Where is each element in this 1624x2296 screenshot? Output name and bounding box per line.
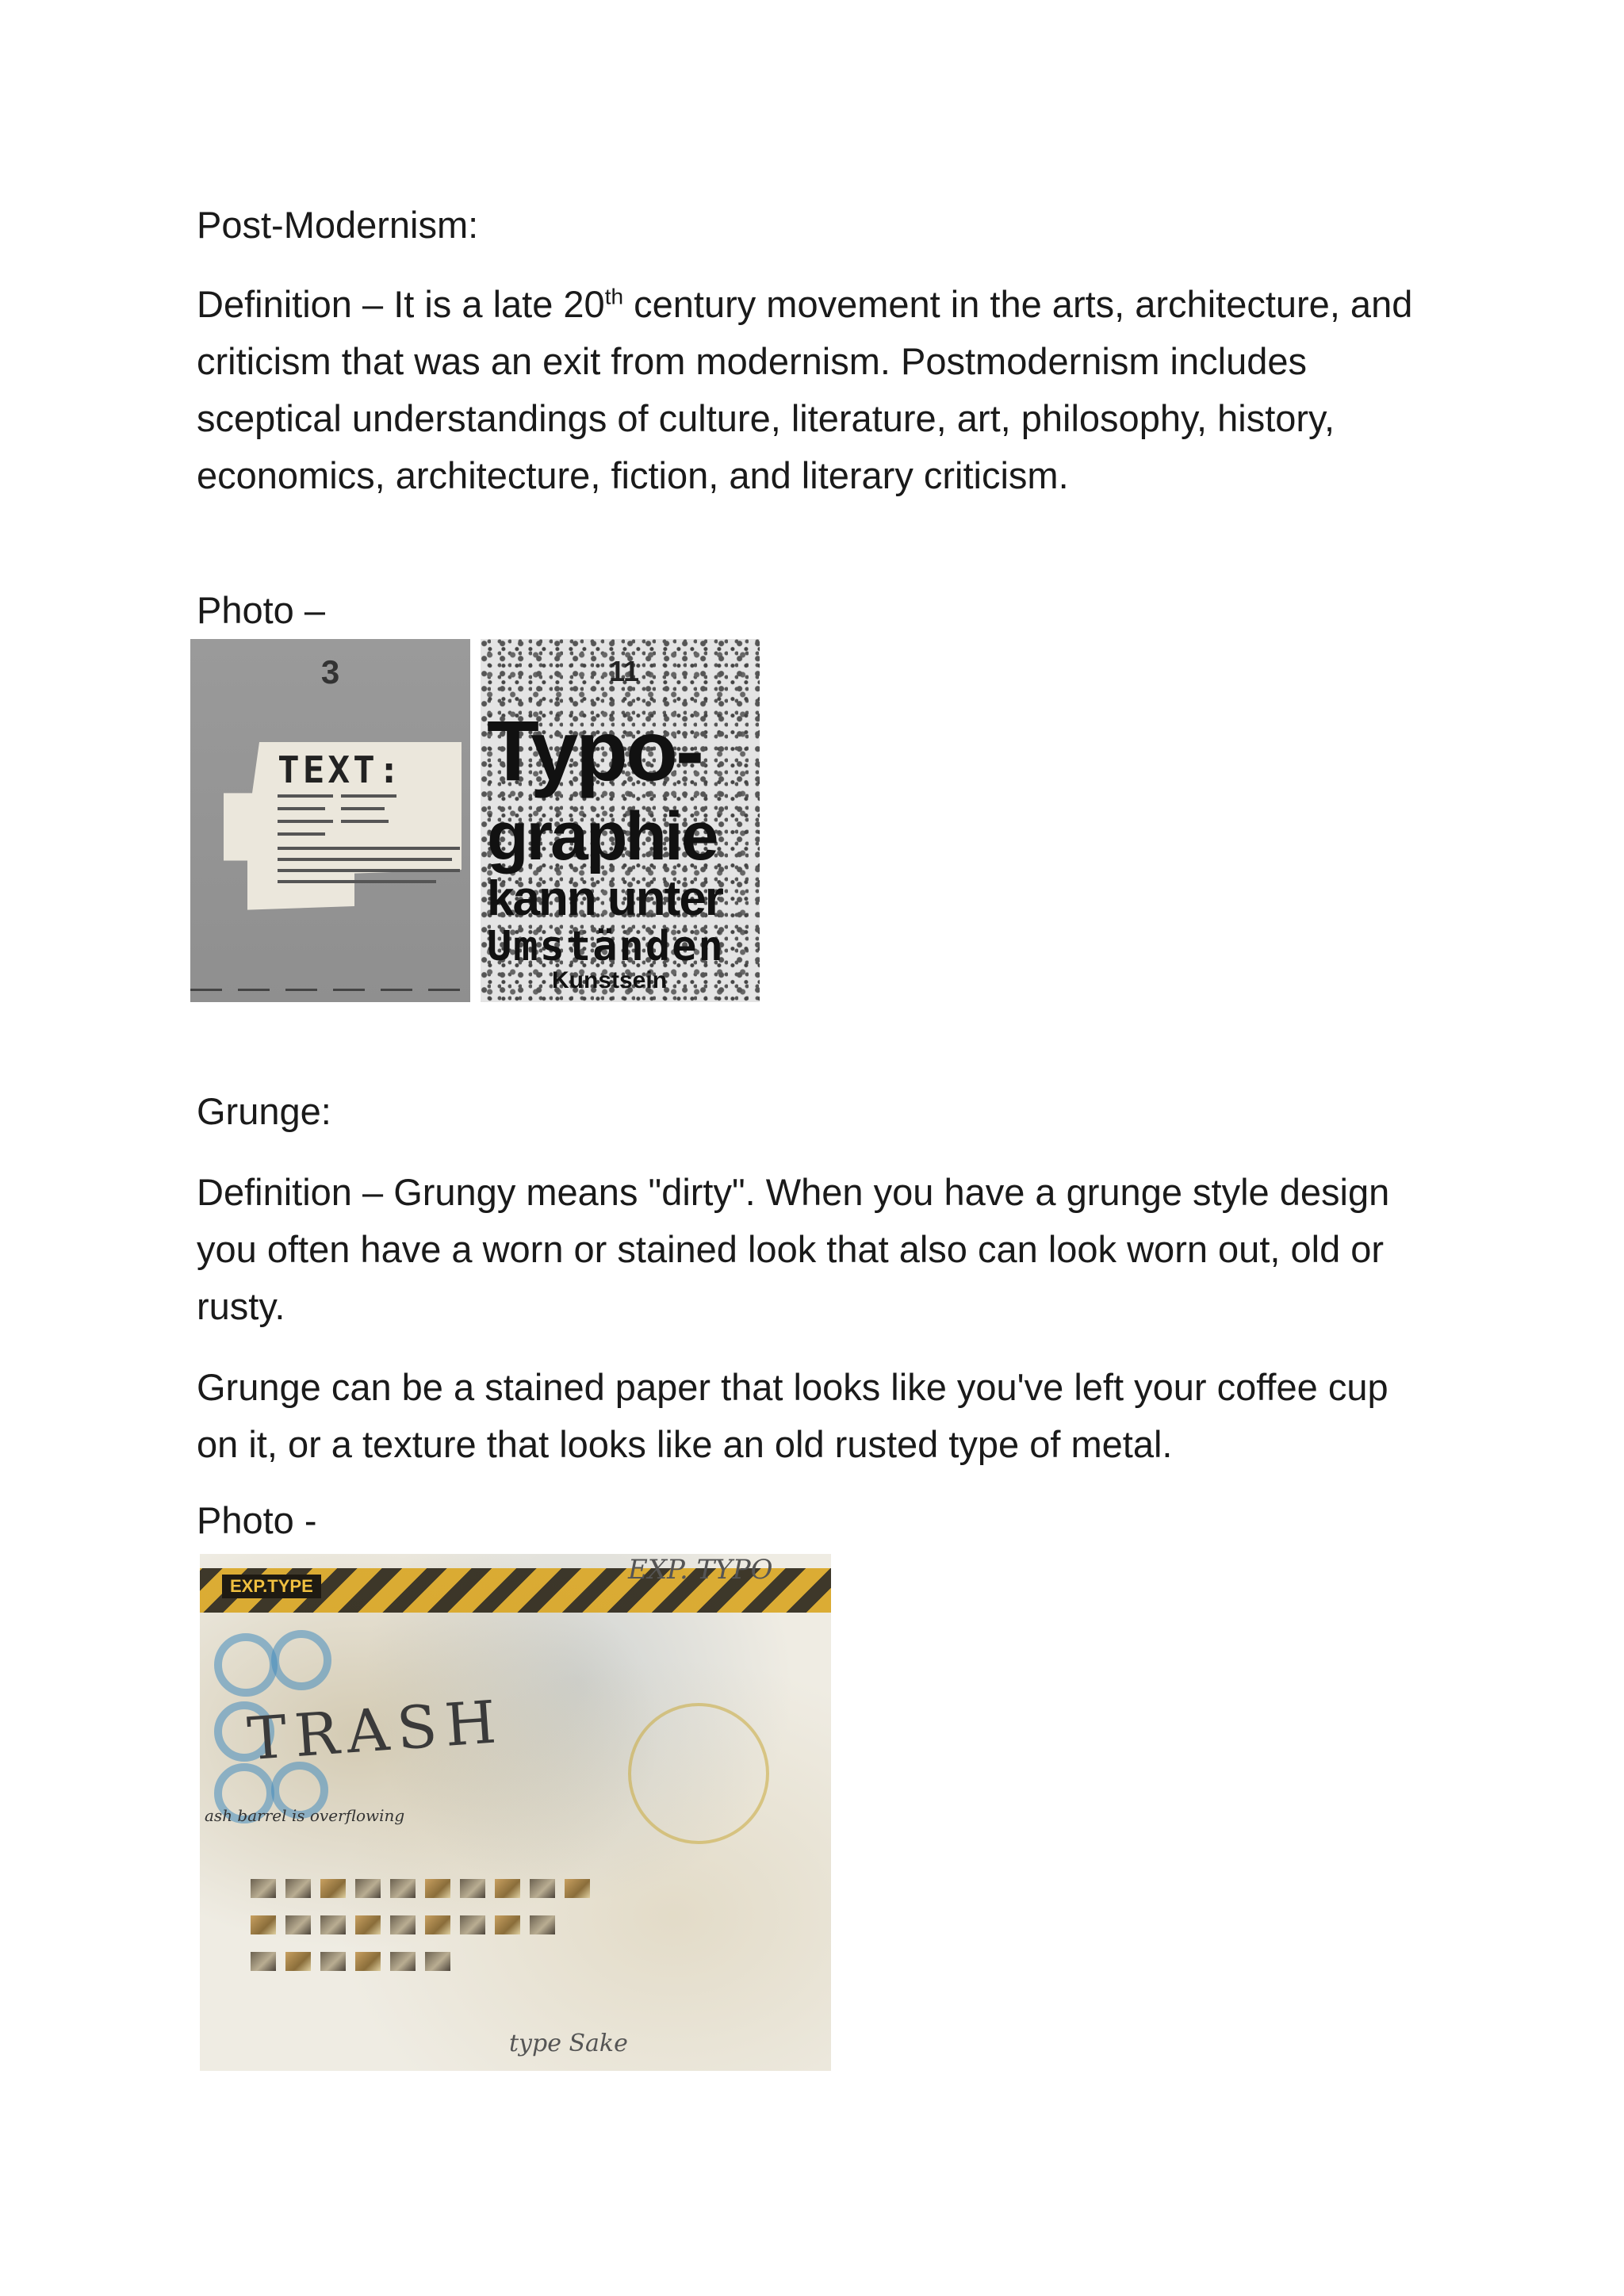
section-heading-post-modernism: Post-Modernism: [197,204,479,246]
poster-number: 11 [609,655,640,687]
thumbnail [390,1879,416,1898]
text-line [278,858,452,861]
grunge-definition: Definition – Grungy means "dirty". When you have a grunge style design you often have a worn or stained look that also can look worn out, old or rusty. [197,1171,1390,1327]
text-line [278,832,325,836]
definition-text-start: Definition – It is a late 20 [197,283,605,325]
thumbnail [495,1915,520,1934]
thumbnail [425,1879,450,1898]
poster-headline: TEXT: [278,748,404,791]
thumbnail [320,1879,346,1898]
grunge-design-image [200,1554,831,2071]
post-modernism-definition [197,276,1434,504]
handwritten-note: ash barrel is overflowing [205,1806,405,1825]
superscript-th: th [604,284,624,309]
text-line [278,807,325,810]
photo-label-1: Photo – [197,589,326,631]
thumbnail-row [251,1915,590,1934]
blue-ring-stamp [271,1630,331,1690]
poster-typographie-image [481,639,760,1002]
thumbnail [495,1879,520,1898]
poster-word: Umständen [487,923,725,970]
exp-type-logo: EXP.TYPE [222,1575,321,1598]
thumbnail [320,1915,346,1934]
thumbnail [460,1915,485,1934]
poster-text-image [190,639,470,1002]
thumbnail [320,1952,346,1971]
text-line [278,869,460,872]
thumbnail [390,1915,416,1934]
thumbnail-row [251,1879,590,1898]
photo-label-2: Photo - [197,1499,317,1541]
grunge-paragraph: Grunge can be a stained paper that looks like you've left your coffee cup on it, or a texture that looks like an old rusted type of metal. [197,1366,1388,1465]
thumbnail [425,1952,450,1971]
thumbnail-row [251,1952,590,1971]
text-line [341,807,385,810]
thumbnail-grid [251,1879,590,1988]
poster-word: graphie [487,798,717,874]
poster-number: 3 [320,653,340,691]
trash-handwriting: TRASH [245,1687,507,1774]
poster-word: Kunstsein [552,967,668,993]
thumbnail [251,1879,276,1898]
thumbnail [285,1952,311,1971]
text-line [278,880,436,883]
blue-ring-stamp [214,1633,278,1697]
text-line [341,794,396,798]
thumbnail [251,1915,276,1934]
thumbnail [355,1952,381,1971]
poster-footer-rule [190,989,470,991]
thumbnail [565,1879,590,1898]
section-heading-grunge: Grunge: [197,1090,331,1132]
coffee-stain-ring [628,1703,769,1844]
poster-word: kann unter [487,871,722,926]
thumbnail [285,1879,311,1898]
thumbnail [390,1952,416,1971]
thumbnail [355,1915,381,1934]
thumbnail [530,1879,555,1898]
text-line [278,794,333,798]
text-line [278,847,460,850]
thumbnail [251,1952,276,1971]
handwritten-scrawl: EXP. TYPO [628,1554,773,1586]
text-line [341,820,389,823]
thumbnail [355,1879,381,1898]
signature: type Sake [509,2030,628,2057]
thumbnail [425,1915,450,1934]
thumbnail [460,1879,485,1898]
text-line [278,820,333,823]
definition-text-end: century movement in the arts, architecture, and criticism that was an exit from modernism. Postmodernism includes sceptical understandings of culture, literature, art, philosophy, history, economics, architecture, fiction, and literary criticism. [197,283,1413,496]
thumbnail [530,1915,555,1934]
poster-word: Typo- [487,702,702,798]
thumbnail [285,1915,311,1934]
